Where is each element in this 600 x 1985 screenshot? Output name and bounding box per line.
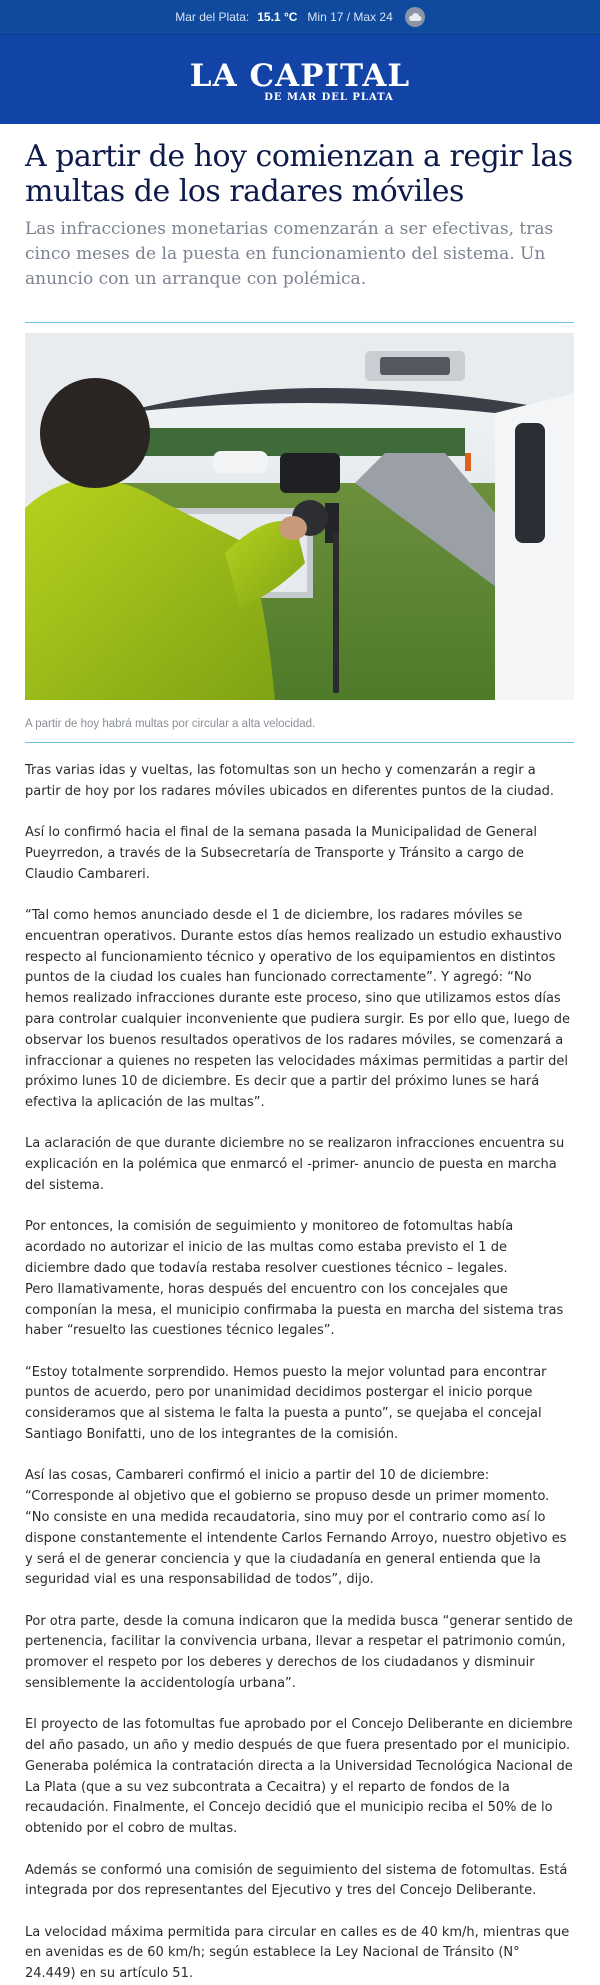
article-body <box>25 761 574 1985</box>
weather-city: Mar del Plata: <box>175 10 250 24</box>
article-paragraph: Por otra parte, desde la comuna indicaron que la medida busca “generar sentido de pertenencia, facilitar la convivencia urbana, llevar a respetar el patrimonio común, promover el respeto por los deberes y derechos de los ciudadanos y disminuir sensiblemente la accidentología urbana”. <box>25 1613 573 1691</box>
article-paragraph: “Tal como hemos anunciado desde el 1 de diciembre, los radares móviles se encuentran operativos. Durante estos días hemos realizado un estudio exhaustivo respecto al funcionamiento técnico y operativo de los equipamientos en distintos puntos de la ciudad los cuales han funcionado correctamente”. Y agregó: “No hemos realizado infracciones durante este proceso, sino que utilizamos estos días para controlar cualquier inconveniente que pudiera surgir. Es por ello que, luego de observar los buenos resultados operativos de los radares móviles, se comenzará a infraccionar a quienes no respeten las velocidades máximas permitidas a partir del próximo lunes 10 de diciembre. Es decir que a partir del próximo lunes se hará efectiva la aplicación de las multas”. <box>25 907 571 1111</box>
article-paragraph: La velocidad máxima permitida para circular en calles es de 40 km/h, mientras que en avenidas es de 60 km/h; según establece la Ley Nacional de Tránsito (N° 24.449) en su artículo 51. <box>25 1924 570 1982</box>
cloud-icon <box>405 7 425 27</box>
article <box>0 139 600 1985</box>
weather-temperature: 15.1 °C <box>257 10 298 24</box>
article-paragraph: Además se conformó una comisión de seguimiento del sistema de fotomultas. Está integrada por dos representantes del Ejecutivo y tres del Concejo Deliberante. <box>25 1862 568 1899</box>
site-logo[interactable]: LA CAPITAL <box>189 57 411 94</box>
photo-caption: A partir de hoy habrá multas por circular a alta velocidad. <box>25 718 316 730</box>
article-paragraph: La aclaración de que durante diciembre no se realizaron infracciones encuentra su explicación en la polémica que enmarcó el -primer- anuncio de puesta en marcha del sistema. <box>25 1136 565 1194</box>
article-paragraph: Tras varias idas y vueltas, las fotomultas son un hecho y comenzarán a regir a partir de hoy por los radares móviles ubicados en diferentes puntos de la ciudad. <box>25 763 555 799</box>
article-subhead: Las infracciones monetarias comenzarán a ser efectivas, tras cinco meses de la puesta en funcionamiento del sistema. Un anuncio con un arranque con polémica. <box>25 219 554 289</box>
divider <box>25 322 574 323</box>
site-masthead <box>0 34 600 124</box>
site-logo-subtitle: DE MAR DEL PLATA <box>264 91 394 103</box>
article-paragraph: Así las cosas, Cambareri confirmó el inicio a partir del 10 de diciembre: “Corresponde al objetivo que el gobierno se propuso desde un primer momento. “No consiste en una medida recaudatoria, sino muy por el contrario como así lo dispone constantemente el intendente Carlos Fernando Arroyo, nuestro objetivo es y será el de generar conciencia y que la ciudadanía en general entienda que la seguridad vial es una responsabilidad de todos”, dijo. <box>25 1468 567 1588</box>
article-paragraph: “Estoy totalmente sorprendido. Hemos puesto la mejor voluntad para encontrar puntos de acuerdo, pero por unanimidad decidimos postergar el inicio porque consideramos que al sistema le falta la puesta a punto”, se quejaba el concejal Santiago Bonifatti, uno de los integrantes de la comisión. <box>25 1364 547 1443</box>
article-paragraph: Así lo confirmó hacia el final de la semana pasada la Municipalidad de General Pueyrredon, a través de la Subsecretaría de Transporte y Tránsito a cargo de Claudio Cambareri. <box>25 825 538 882</box>
article-paragraph: Por entonces, la comisión de seguimiento y monitoreo de fotomultas había acordado no autorizar el inicio de las multas como estaba previsto el 1 de diciembre dado que todavía restaba resolver cuestiones técnico – legales. Pero llamativamente, horas después del encuentro con los concejales que componían la mesa, el municipio confirmaba la puesta en marcha del sistema tras haber “resuelto las cuestiones técnico legales”. <box>25 1219 564 1339</box>
weather-minmax: Min 17 / Max 24 <box>307 10 393 24</box>
article-headline: A partir de hoy comienzan a regir las multas de los radares móviles <box>25 139 573 209</box>
divider <box>25 742 574 743</box>
article-paragraph: El proyecto de las fotomultas fue aprobado por el Concejo Deliberante en diciembre del año pasado, un año y medio después de que fuera presentado por el municipio. Generaba polémica la contratación directa a la Universidad Tecnológica Nacional de La Plata (que a su vez subcontrata a Cecaitra) y el reparto de fondos de la recaudación. Finalmente, el Concejo decidió que el municipio reciba el 50% de lo obtenido por el cobro de multas. <box>25 1717 573 1837</box>
weather-bar <box>0 0 600 34</box>
article-photo[interactable] <box>25 333 574 700</box>
